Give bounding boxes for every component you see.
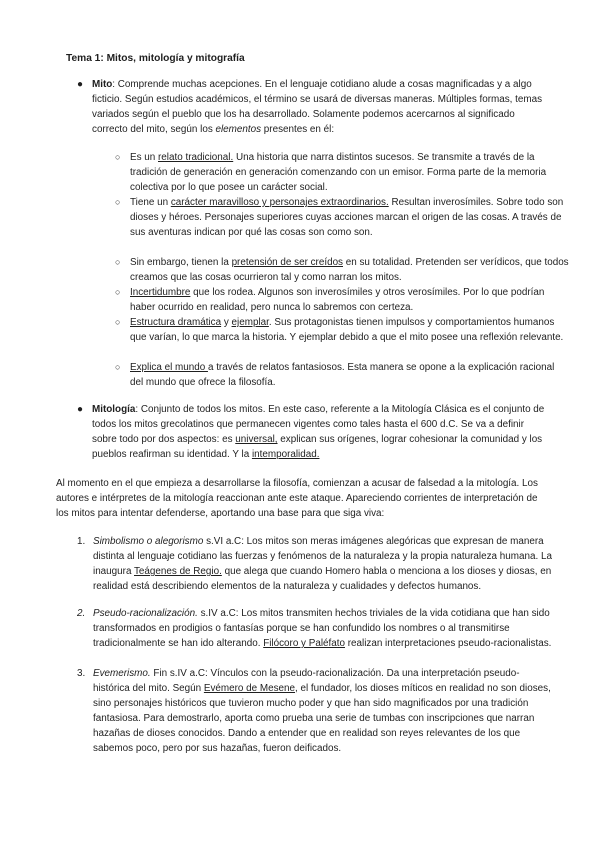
list-number: 3.	[77, 668, 86, 679]
sub-text: Es un	[130, 152, 158, 163]
list-item-term: Simbolismo o alegorismo	[93, 536, 204, 547]
sub-text: Resultan inverosímiles. Sobre todo son dioses y héroes. Personajes superiores cuyas acciones marcan el origen de las cosas. A través de sus aventuras indican por qué las cosas son como son.	[130, 197, 564, 238]
list-item	[93, 534, 553, 594]
sub-text: que los rodea. Algunos son inverosímiles y otros verosímiles. Por lo que podrían haber ocurrido en realidad, pero nunca lo sabremos con certeza.	[130, 287, 545, 313]
sub-text: . Sus protagonistas tienen impulsos y comportamientos humanos que varían, lo que marca la historia. Y ejemplar debido a que el mito posee una reflexión relevante.	[130, 317, 564, 343]
list-item-text: s.IV a.C: Los mitos transmiten hechos triviales de la vida cotidiana que han sido transformados en prodigios o fantasías porque se han confundido los nombres o al transmitirse tradicionalmente se han ido alterando.	[93, 608, 550, 649]
list-item-author: Filócoro y Paléfato	[263, 638, 345, 649]
sub-highlight: pretensión de ser creídos	[231, 257, 343, 268]
sub-text: Una historia que narra distintos sucesos. Se transmite a través de la tradición de generación en generación comenzando con un emisor. Forma parte de la memoria colectiva por lo que posee un carácter social.	[130, 152, 547, 193]
bullet-mito: ●	[77, 79, 84, 90]
mitologia-universal: universal,	[235, 434, 278, 445]
list-item-term: Evemerismo.	[93, 668, 151, 679]
sub-text: Sin embargo, tienen la	[130, 257, 232, 268]
sub-bullet-6: ○	[115, 362, 121, 372]
list-number: 2.	[77, 608, 86, 619]
sub-text: en su totalidad. Pretenden ser verídicos, que todos creamos que las cosas ocurrieron tal y como narran los mitos.	[130, 257, 569, 283]
sub-highlight: Explica el mundo	[130, 362, 208, 373]
list-item-text: , el fundador, los dioses míticos en realidad no son dioses, sino personajes históricos que tuvieron mucho poder y que han sido magnificados por una tradición fantasiosa. Para demostrarlo, aporta como prueba una serie de tumbas con inscripciones que narran hazañas de dioses conocidos. Dando a entender que en realidad son reyes relevantes de los que sabemos poco, pero por sus hazañas, fueron deificados.	[93, 683, 551, 754]
list-item-author: Teágenes de Regio.	[134, 566, 222, 577]
mito-sub-item	[130, 150, 556, 195]
list-item-text: Fin s.IV a.C: Vínculos con la pseudo-racionalización. Da una interpretación pseudo-histórica del mito. Según	[93, 668, 520, 694]
mito-sub-item	[130, 195, 570, 240]
mitologia-intemporalidad: intemporalidad.	[251, 449, 320, 460]
sub-bullet-3: ○	[115, 257, 121, 267]
list-item	[93, 606, 553, 651]
sub-bullet-2: ○	[115, 197, 121, 207]
sub-text: Tiene un	[130, 197, 171, 208]
mito-sub-item	[130, 285, 570, 315]
mito-elementos: elementos	[215, 124, 262, 135]
sub-highlight: ejemplar	[231, 317, 269, 328]
mito-sub-item	[130, 255, 570, 285]
mito-sub-item	[130, 360, 556, 390]
page-title: Tema 1: Mitos, mitología y mitografía	[66, 53, 245, 64]
sub-highlight: Incertidumbre	[130, 287, 191, 298]
mitologia-text-1: : Conjunto de todos los mitos. En este caso, referente a la Mitología Clásica es el conjunto de todos los mitos grecolatinos que permanecen vigentes como tales hasta el 600 d.C. Se va a definir sobre todo por dos aspectos: es	[92, 404, 545, 445]
list-item	[93, 666, 553, 756]
list-item-author: Evémero de Mesene	[203, 683, 296, 694]
bullet-mitologia: ●	[77, 404, 84, 415]
mitologia-paragraph	[92, 402, 550, 462]
sub-highlight: carácter maravilloso y personajes extraordinarios.	[170, 197, 389, 208]
list-number: 1.	[77, 536, 86, 547]
sub-text: y	[221, 317, 232, 328]
sub-text: a través de relatos fantasiosos. Esta manera se opone a la explicación racional del mundo que ofrece la filosofía.	[130, 362, 555, 388]
list-item-term: Pseudo-racionalización.	[93, 608, 198, 619]
sub-bullet-1: ○	[115, 152, 121, 162]
list-item-text: realizan interpretaciones pseudo-racionalistas.	[344, 638, 552, 649]
mitologia-text-2: explican sus orígenes, lograr cohesionar la comunidad y los pueblos reafirman su identidad. Y la	[92, 434, 543, 460]
sub-highlight: Estructura dramática	[130, 317, 222, 328]
mito-term: Mito	[92, 79, 113, 90]
mitologia-term: Mitología	[92, 404, 136, 415]
sub-bullet-5: ○	[115, 317, 121, 327]
mito-sub-item	[130, 315, 570, 345]
sub-bullet-4: ○	[115, 287, 121, 297]
list-item-text: s.VI a.C: Los mitos son meras imágenes alegóricas que expresan de manera distinta al lenguaje cotidiano las fuerzas y fenómenos de la naturaleza y la propia naturaleza humana. La inaugura	[93, 536, 552, 577]
mito-text-1: : Comprende muchas acepciones. En el lenguaje cotidiano alude a cosas magnificadas y a algo ficticio. Según estudios académicos, el término se usará de diversas maneras. Múltiples formas, temas variados según el pueblo que los ha desarrollado. Solamente podemos acercarnos al significado correcto del mito, según los	[92, 79, 543, 135]
mito-text-2: presentes en él:	[261, 124, 335, 135]
intro-paragraph: Al momento en el que empieza a desarrollarse la filosofía, comienzan a acusar de falsedad a la mitología. Los autores e intérpretes de la mitología reaccionan ante este ataque. Apareciendo corrientes de interpretación de los mitos para intentar defenderse, aportando una base para que siga viva:	[56, 478, 538, 519]
list-item-text: que alega que cuando Homero habla o menciona a los dioses y diosas, en realidad está describiendo elementos de la naturaleza y cualidades y defectos humanos.	[93, 566, 552, 592]
mito-paragraph	[92, 77, 544, 137]
sub-highlight: relato tradicional.	[158, 152, 234, 163]
